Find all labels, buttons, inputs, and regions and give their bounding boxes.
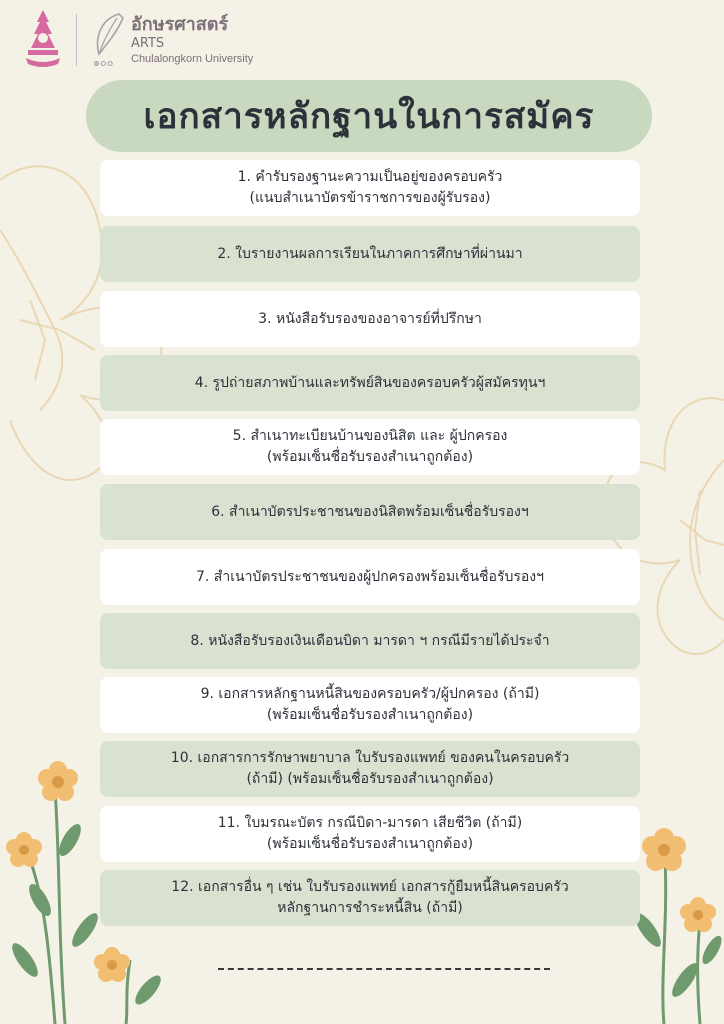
university-name: Chulalongkorn University — [131, 53, 254, 65]
svg-text:๑๐๐: ๑๐๐ — [93, 56, 114, 69]
header — [22, 6, 253, 74]
list-item — [100, 160, 640, 216]
list-item — [100, 549, 640, 605]
list-item — [100, 484, 640, 540]
item-line-1: 2. ใบรายงานผลการเรียนในภาคการศึกษาที่ผ่านมา — [217, 245, 523, 262]
list-item — [100, 291, 640, 347]
list-item — [100, 355, 640, 411]
faculty-name-thai: อักษรศาสตร์ — [131, 14, 229, 35]
faculty-brand — [131, 14, 253, 66]
item-line-2: (พร้อมเซ็นชื่อรับรองสำเนาถูกต้อง) — [266, 449, 474, 465]
list-item — [100, 741, 640, 797]
item-line-2: หลักฐานการชำระหนี้สิน (ถ้ามี) — [277, 900, 463, 916]
orange-flowers-right — [631, 828, 724, 1024]
list-item — [100, 613, 640, 669]
item-line-1: 1. คำรับรองฐานะความเป็นอยู่ของครอบครัว — [237, 169, 503, 185]
header-divider — [76, 14, 77, 66]
university-seal-icon — [22, 8, 64, 72]
list-item — [100, 870, 640, 926]
item-line-1: 6. สำเนาบัตรประชาชนของนิสิตพร้อมเซ็นชื่อรับรองฯ — [211, 503, 529, 520]
item-line-1: 3. หนังสือรับรองของอาจารย์ที่ปรึกษา — [258, 310, 482, 327]
item-line-2: (พร้อมเซ็นชื่อรับรองสำเนาถูกต้อง) — [266, 707, 474, 723]
feather-logo-icon — [89, 10, 129, 70]
item-line-2: (ถ้ามี) (พร้อมเซ็นชื่อรับรองสำเนาถูกต้อง) — [246, 771, 494, 787]
item-line-2: (พร้อมเซ็นชื่อรับรองสำเนาถูกต้อง) — [266, 836, 474, 852]
dashed-divider — [218, 968, 550, 970]
item-line-1: 11. ใบมรณะบัตร กรณีบิดา-มารดา เสียชีวิต (ถ้ามี) — [217, 815, 523, 831]
item-line-1: 4. รูปถ่ายสภาพบ้านและทรัพย์สินของครอบครัวผู้สมัครทุนฯ — [194, 374, 546, 391]
faculty-name-en: ARTS — [131, 36, 165, 51]
item-line-1: 7. สำเนาบัตรประชาชนของผู้ปกครองพร้อมเซ็นชื่อรับรองฯ — [196, 568, 544, 585]
item-line-1: 8. หนังสือรับรองเงินเดือนบิดา มารดา ฯ กรณีมีรายได้ประจำ — [190, 632, 550, 649]
item-line-1: 5. สำเนาทะเบียนบ้านของนิสิต และ ผู้ปกครอง — [232, 428, 508, 444]
item-line-2: (แนบสำเนาบัตรข้าราชการของผู้รับรอง) — [249, 190, 491, 206]
page-title: เอกสารหลักฐานในการสมัคร — [86, 80, 652, 152]
item-line-1: 10. เอกสารการรักษาพยาบาล ใบรับรองแพทย์ ของคนในครอบครัว — [170, 750, 570, 766]
list-item — [100, 677, 640, 733]
list-item — [100, 806, 640, 862]
item-line-1: 12. เอกสารอื่น ๆ เช่น ใบรับรองแพทย์ เอกสารกู้ยืมหนี้สินครอบครัว — [171, 879, 569, 895]
list-item — [100, 226, 640, 282]
list-item — [100, 419, 640, 475]
item-line-1: 9. เอกสารหลักฐานหนี้สินของครอบครัว/ผู้ปกครอง (ถ้ามี) — [200, 686, 540, 702]
